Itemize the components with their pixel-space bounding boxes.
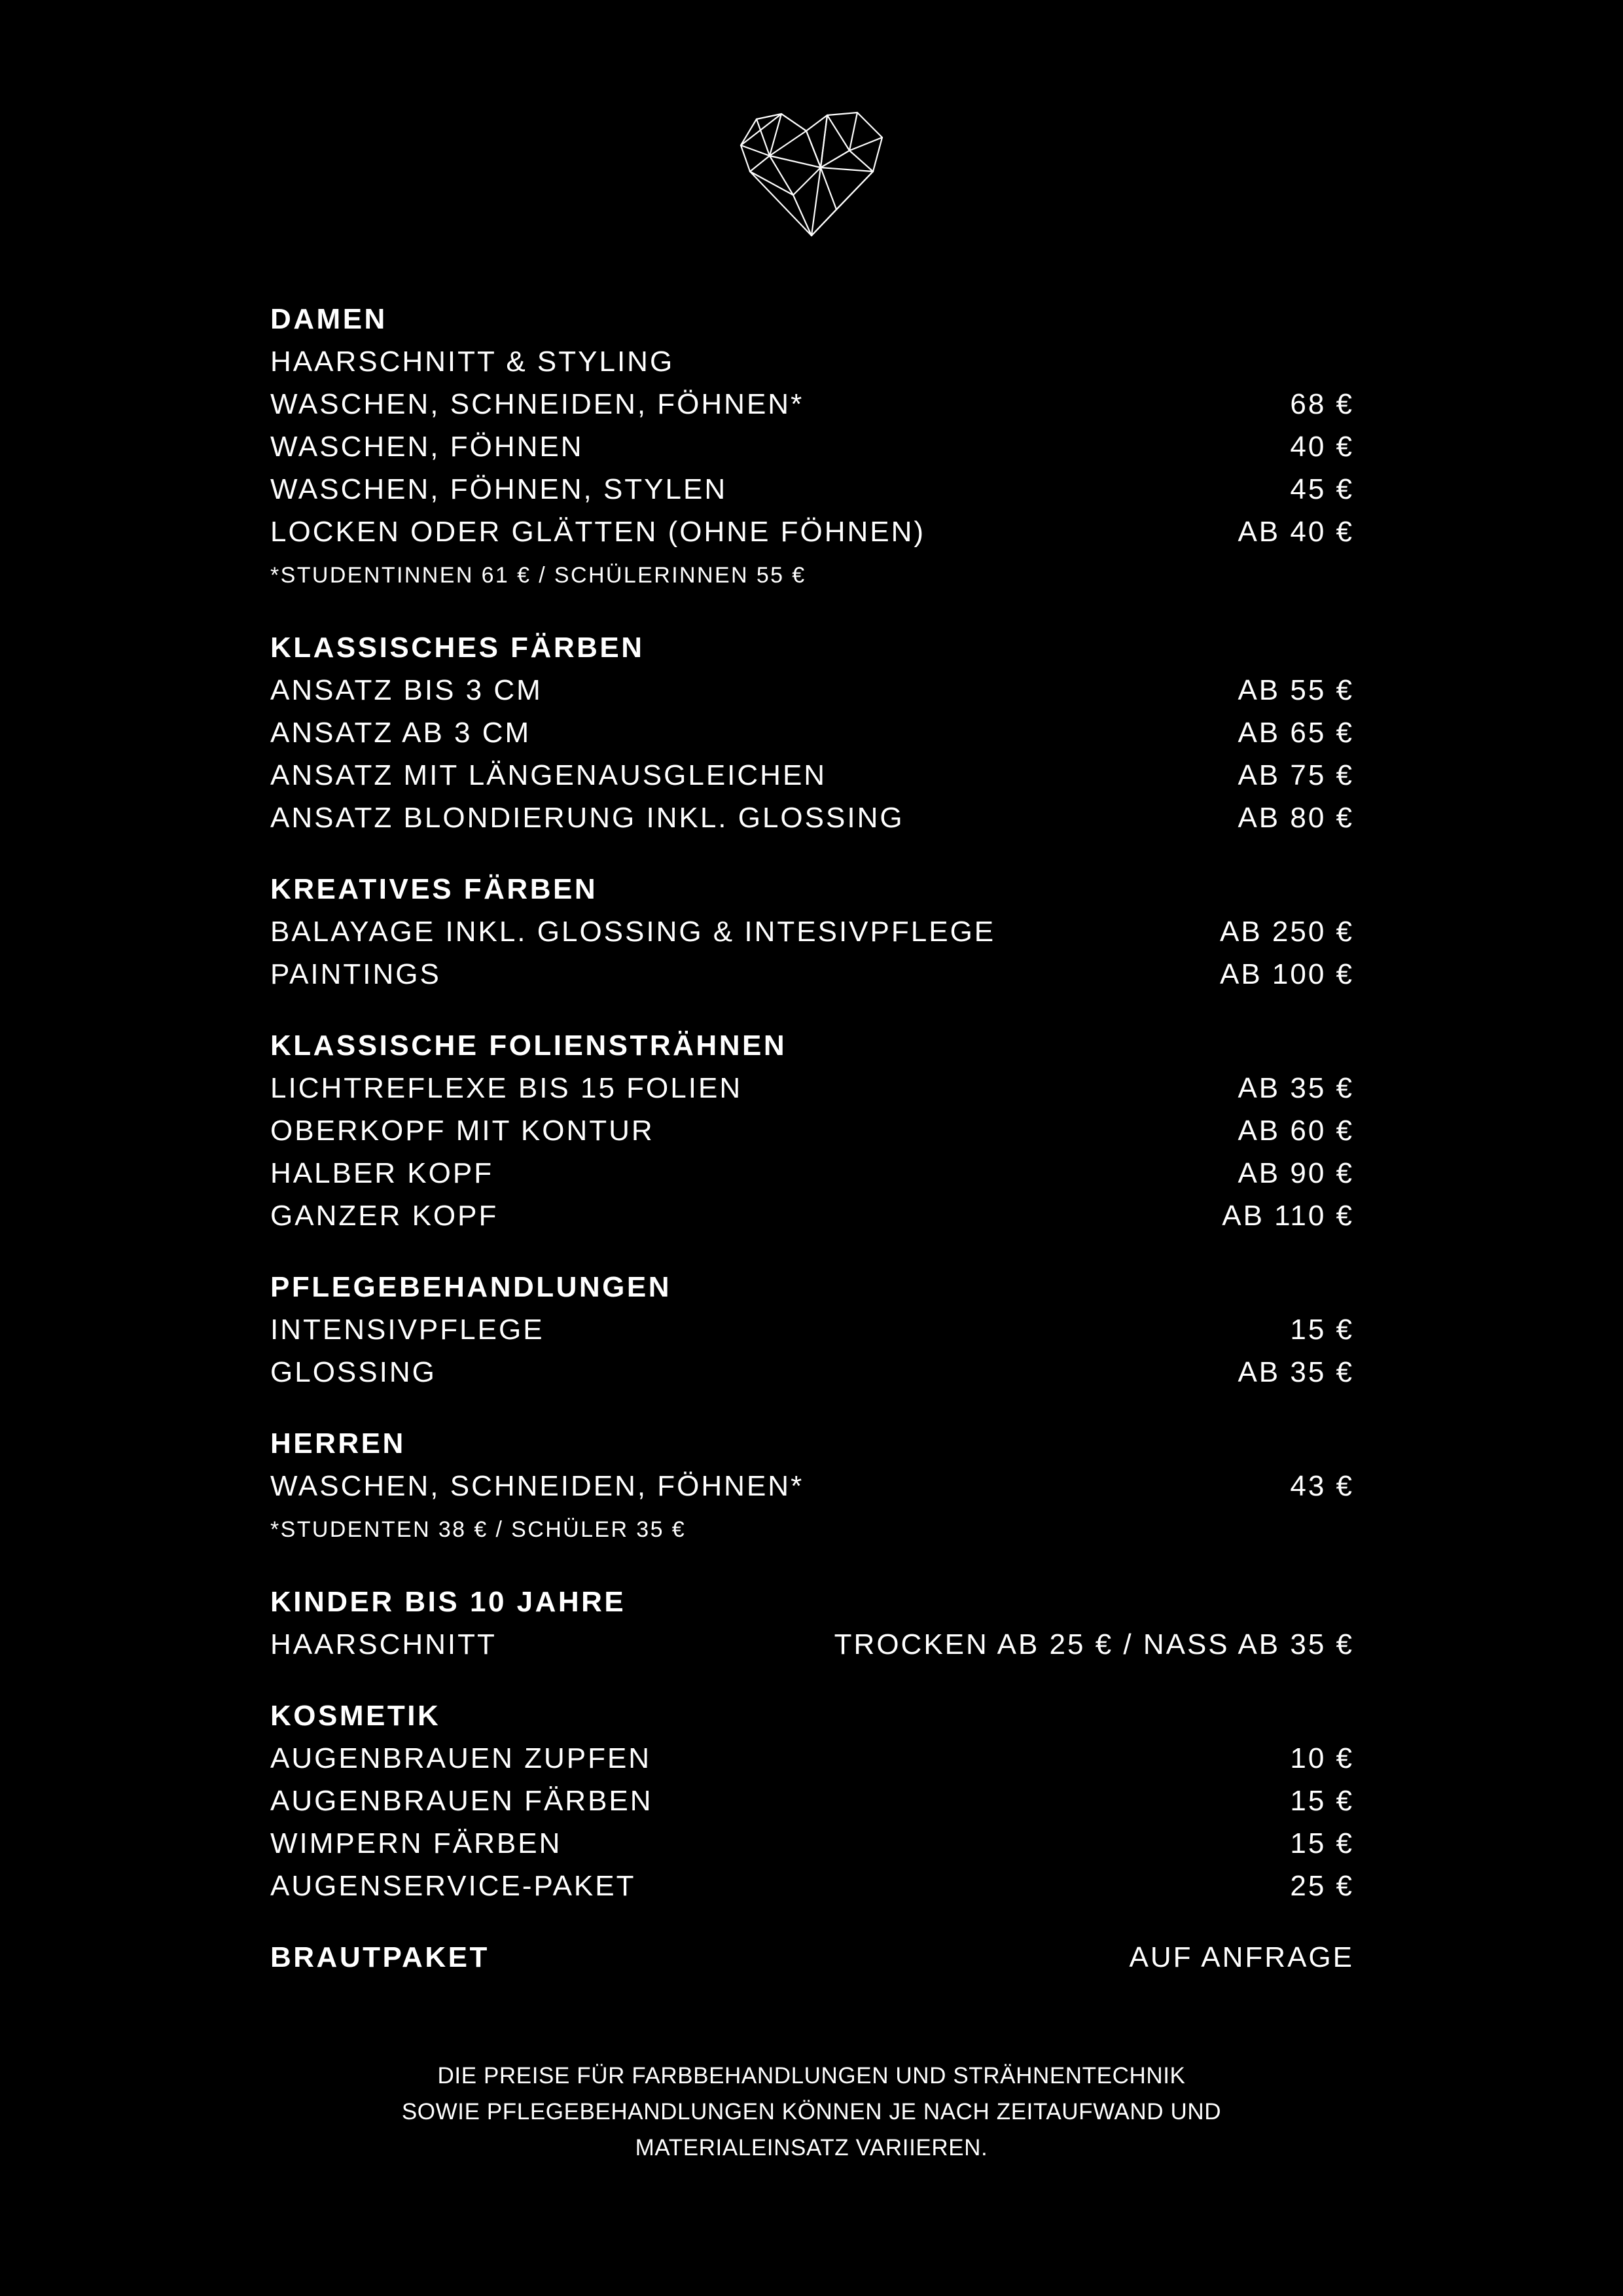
geometric-heart-icon <box>738 111 885 240</box>
service-price: AB 35 € <box>1238 1356 1354 1388</box>
service-name: INTENSIVPFLEGE <box>270 1314 544 1346</box>
price-row <box>270 1465 1354 1507</box>
section-subheading: HAARSCHNITT & STYLING <box>270 346 675 378</box>
service-name: GLOSSING <box>270 1356 437 1388</box>
menu-section <box>270 1695 1354 1907</box>
service-name: WASCHEN, FÖHNEN <box>270 431 584 463</box>
price-row <box>270 1822 1354 1865</box>
bridal-package-title: BRAUTPAKET <box>270 1941 490 1973</box>
menu-section <box>270 1422 1354 1552</box>
service-name: ANSATZ BLONDIERUNG INKL. GLOSSING <box>270 802 904 834</box>
service-price: AB 100 € <box>1219 958 1354 990</box>
service-name: OBERKOPF MIT KONTUR <box>270 1115 654 1147</box>
menu-section <box>270 298 1354 598</box>
service-name: AUGENBRAUEN ZUPFEN <box>270 1742 652 1774</box>
section-title: KOSMETIK <box>270 1700 441 1732</box>
section-footnote: *STUDENTEN 38 € / SCHÜLER 35 € <box>270 1517 687 1542</box>
service-price: 15 € <box>1290 1314 1354 1346</box>
service-name: PAINTINGS <box>270 958 441 990</box>
service-price: AB 250 € <box>1219 916 1354 948</box>
section-title: KLASSISCHES FÄRBEN <box>270 632 645 664</box>
menu-section <box>270 1266 1354 1393</box>
service-name: BALAYAGE INKL. GLOSSING & INTESIVPFLEGE <box>270 916 996 948</box>
price-row <box>270 1780 1354 1822</box>
service-name: WASCHEN, FÖHNEN, STYLEN <box>270 473 728 505</box>
service-price: 40 € <box>1290 431 1354 463</box>
price-row <box>270 468 1354 511</box>
price-row <box>270 1737 1354 1780</box>
service-name: ANSATZ AB 3 CM <box>270 717 531 749</box>
price-row <box>270 669 1354 711</box>
section-footnote: *STUDENTINNEN 61 € / SCHÜLERINNEN 55 € <box>270 563 806 588</box>
service-price: 25 € <box>1290 1870 1354 1902</box>
price-row <box>270 1152 1354 1194</box>
service-price: AB 75 € <box>1238 759 1354 791</box>
service-price: 68 € <box>1290 388 1354 420</box>
service-name: AUGENSERVICE-PAKET <box>270 1870 636 1902</box>
price-row <box>270 1623 1354 1666</box>
service-price: AB 55 € <box>1238 674 1354 706</box>
service-price: TROCKEN AB 25 € / NASS AB 35 € <box>834 1628 1354 1660</box>
menu-section <box>270 868 1354 996</box>
service-price: 10 € <box>1290 1742 1354 1774</box>
price-row <box>270 1865 1354 1907</box>
service-name: LICHTREFLEXE BIS 15 FOLIEN <box>270 1072 743 1104</box>
service-name: AUGENBRAUEN FÄRBEN <box>270 1785 653 1817</box>
menu-section <box>270 626 1354 839</box>
footer-disclaimer <box>223 2058 1400 2166</box>
price-list <box>270 298 1354 1979</box>
service-price: 15 € <box>1290 1827 1354 1859</box>
menu-section <box>270 1581 1354 1666</box>
service-name: LOCKEN ODER GLÄTTEN (OHNE FÖHNEN) <box>270 516 926 548</box>
service-price: 43 € <box>1290 1470 1354 1502</box>
footer-line: MATERIALEINSATZ VARIIEREN. <box>635 2135 988 2161</box>
section-title: DAMEN <box>270 303 387 335</box>
price-row <box>270 953 1354 996</box>
service-price: AB 40 € <box>1238 516 1354 548</box>
bridal-package-row <box>270 1936 1354 1979</box>
footer-line: DIE PREISE FÜR FARBBEHANDLUNGEN UND STRÄHNENTECHNIK <box>437 2063 1186 2089</box>
section-title: KREATIVES FÄRBEN <box>270 873 598 905</box>
price-row <box>270 1351 1354 1393</box>
service-price: AB 110 € <box>1222 1200 1354 1232</box>
price-row <box>270 1308 1354 1351</box>
service-name: WASCHEN, SCHNEIDEN, FÖHNEN* <box>270 1470 804 1502</box>
footer-line: SOWIE PFLEGEBEHANDLUNGEN KÖNNEN JE NACH ZEITAUFWAND UND <box>401 2099 1222 2125</box>
service-price: 15 € <box>1290 1785 1354 1817</box>
section-title: KINDER BIS 10 JAHRE <box>270 1586 626 1618</box>
price-row <box>270 797 1354 839</box>
menu-section <box>270 1024 1354 1237</box>
price-row <box>270 1194 1354 1237</box>
service-price: AB 65 € <box>1238 717 1354 749</box>
service-name: WIMPERN FÄRBEN <box>270 1827 562 1859</box>
service-price: AB 60 € <box>1238 1115 1354 1147</box>
price-row <box>270 754 1354 797</box>
service-name: HAARSCHNITT <box>270 1628 497 1660</box>
service-name: GANZER KOPF <box>270 1200 499 1232</box>
service-name: WASCHEN, SCHNEIDEN, FÖHNEN* <box>270 388 804 420</box>
section-title: HERREN <box>270 1427 406 1460</box>
price-row <box>270 425 1354 468</box>
price-row <box>270 383 1354 425</box>
section-title: KLASSISCHE FOLIENSTRÄHNEN <box>270 1030 787 1062</box>
service-price: AB 35 € <box>1238 1072 1354 1104</box>
service-name: ANSATZ MIT LÄNGENAUSGLEICHEN <box>270 759 827 791</box>
service-name: HALBER KOPF <box>270 1157 494 1189</box>
price-row <box>270 711 1354 754</box>
service-price: 45 € <box>1290 473 1354 505</box>
price-row <box>270 910 1354 953</box>
price-row <box>270 511 1354 553</box>
service-price: AB 90 € <box>1238 1157 1354 1189</box>
service-name: ANSATZ BIS 3 CM <box>270 674 543 706</box>
bridal-package-price: AUF ANFRAGE <box>1129 1941 1354 1973</box>
service-price: AB 80 € <box>1238 802 1354 834</box>
section-title: PFLEGEBEHANDLUNGEN <box>270 1271 672 1303</box>
price-row <box>270 1067 1354 1109</box>
price-row <box>270 1109 1354 1152</box>
